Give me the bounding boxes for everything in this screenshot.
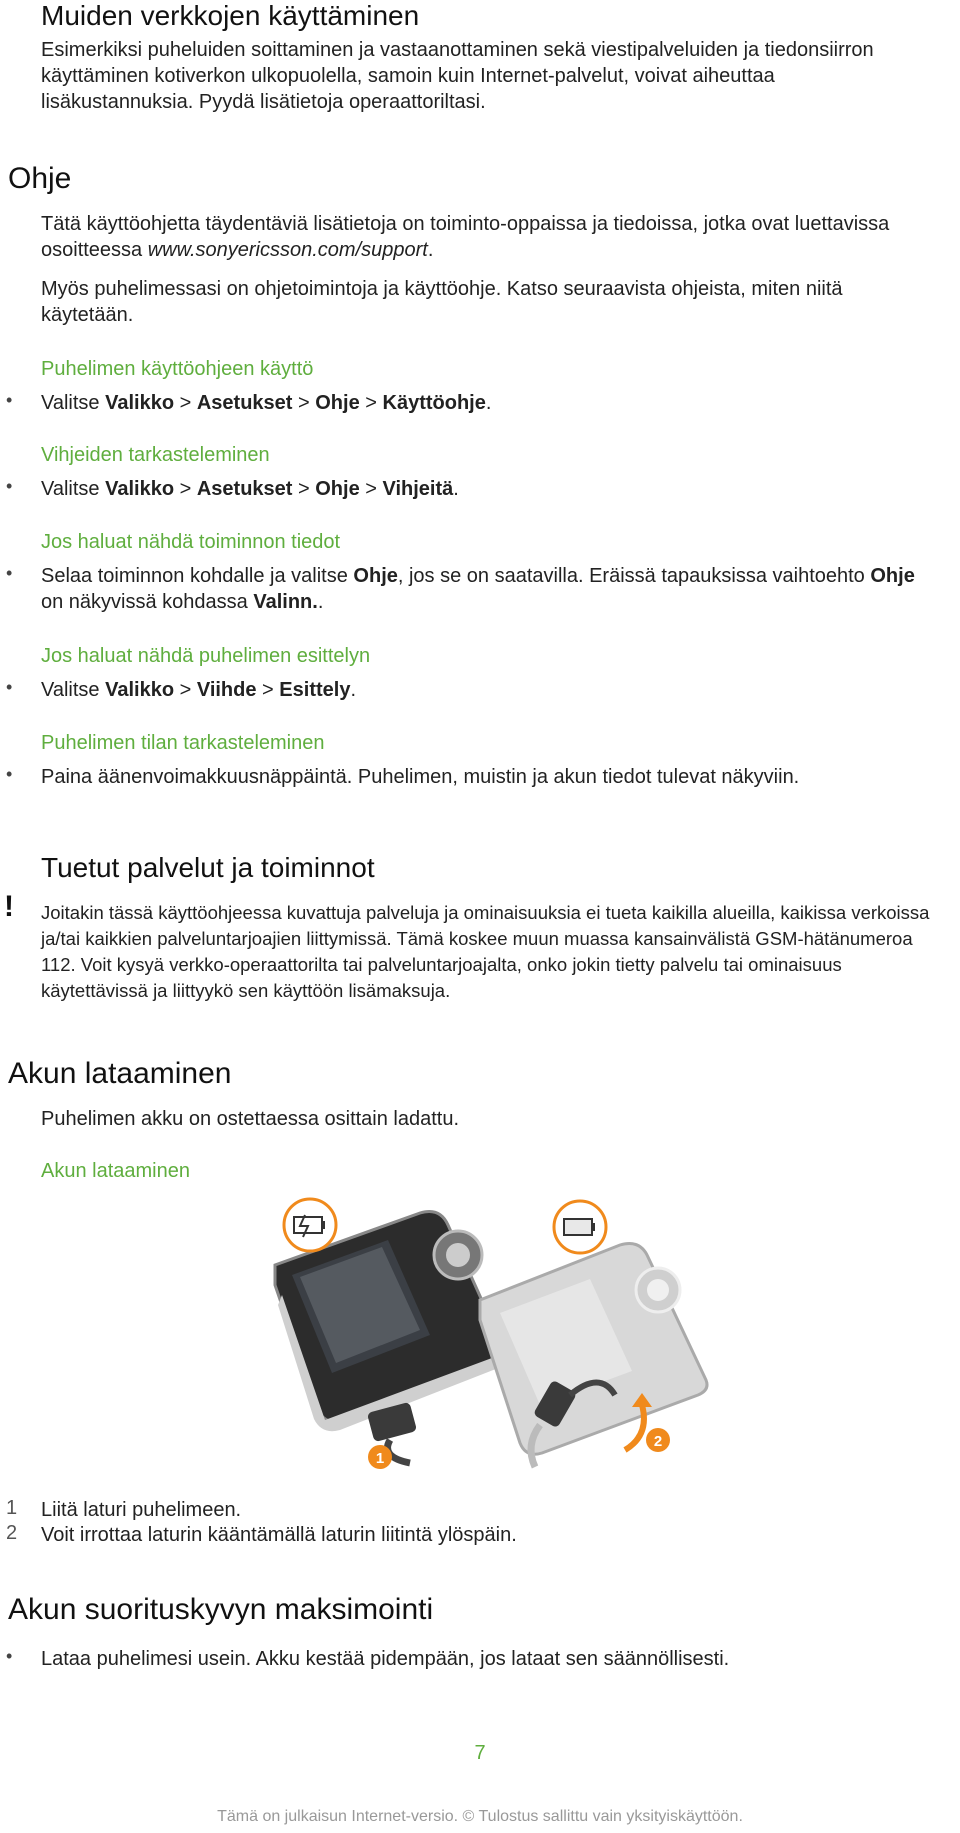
bullet-icon: • [6, 390, 13, 410]
step-text: Voit irrottaa laturin kääntämällä laturin liitintä ylöspäin. [41, 1524, 517, 1546]
block-instruction: Paina äänenvoimakkuusnäppäintä. Puhelimen, muistin ja akun tiedot tulevat näkyviin. [41, 766, 800, 788]
bullet-icon: • [6, 764, 13, 784]
help-phone-info: Myös puhelimessasi on ohjetoimintoja ja käyttöohje. Katso seuraavista ohjeista, miten niitä käytetään. [41, 278, 843, 326]
help-intro [41, 211, 921, 263]
block-heading: Jos haluat nähdä toiminnon tiedot [41, 531, 341, 553]
step-number: 2 [6, 1522, 18, 1544]
charging-illustration [270, 1195, 730, 1470]
page-number: 7 [474, 1742, 486, 1764]
charging-subheading: Akun lataaminen [41, 1160, 190, 1182]
svg-text:2: 2 [653, 1433, 663, 1450]
help-intro-end: . [427, 239, 434, 261]
callout-2 [646, 1428, 670, 1452]
battery-charging-icon [284, 1199, 336, 1251]
phone-light-illustration [480, 1244, 707, 1455]
section-title-other-networks: Muiden verkkojen käyttäminen [41, 0, 420, 31]
section-title-services: Tuetut palvelut ja toiminnot [41, 852, 375, 883]
block-instruction: Valitse Valikko > Viihde > Esittely. [41, 679, 357, 701]
bullet-icon: • [6, 1646, 13, 1666]
block-instruction: Valitse Valikko > Asetukset > Ohje > Käyttöohje. [41, 392, 492, 414]
support-link[interactable]: www.sonyericsson.com/support [147, 239, 428, 261]
bullet-icon: • [6, 677, 13, 697]
other-networks-body: Esimerkiksi puheluiden soittaminen ja vastaanottaminen sekä viestipalveluiden ja tiedonsiirron käyttäminen kotiverkon ulkopuolella, samoin kuin Internet-palvelut, voivat aiheuttaa lisäkustannuksia. Pyydä lisätietoja operaattoriltasi. [41, 39, 874, 113]
section-title-charging: Akun lataaminen [8, 1057, 232, 1090]
services-body: Joitakin tässä käyttöohjeessa kuvattuja palveluja ja ominaisuuksia ei tueta kaikilla alueilla, kaikissa verkoissa ja/tai kaikkien palveluntarjoajien liittymissä. Tämä koskee muun muassa kansainvälistä GSM-hätänumeroa 112. Voit kysyä verkko-operaattorilta tai palveluntarjoajalta, onko jokin tietty palvelu tai ominaisuus käytettävissä ja liittyykö sen käyttöön lisämaksuja. [41, 902, 930, 1001]
block-heading: Puhelimen käyttöohjeen käyttö [41, 358, 314, 380]
section-title-help: Ohje [8, 162, 72, 195]
block-heading: Puhelimen tilan tarkasteleminen [41, 732, 325, 754]
block-heading: Jos haluat nähdä puhelimen esittelyn [41, 645, 371, 667]
battery-full-icon [554, 1201, 606, 1253]
warning-icon: ! [4, 890, 14, 923]
svg-text:1: 1 [375, 1450, 385, 1467]
charging-body: Puhelimen akku on ostettaessa osittain ladattu. [41, 1108, 460, 1130]
bullet-icon: • [6, 476, 13, 496]
step-text: Liitä laturi puhelimeen. [41, 1499, 242, 1521]
battery-tip: Lataa puhelimesi usein. Akku kestää pidempään, jos lataat sen säännöllisesti. [41, 1648, 730, 1670]
block-instruction: Selaa toiminnon kohdalle ja valitse Ohje, jos se on saatavilla. Eräissä tapauksissa vaihtoehto Ohje on näkyvissä kohdassa Valinn.. [41, 565, 915, 613]
block-heading: Vihjeiden tarkasteleminen [41, 444, 270, 466]
help-intro-text: Tätä käyttöohjetta täydentäviä lisätietoja on toiminto-oppaissa ja tiedoissa, jotka ovat luettavissa osoitteessa [41, 213, 890, 261]
callout-1 [368, 1445, 392, 1469]
block-instruction: Valitse Valikko > Asetukset > Ohje > Vihjeitä. [41, 478, 459, 500]
step-number: 1 [6, 1497, 18, 1519]
footer-note: Tämä on julkaisun Internet-versio. © Tulostus sallittu vain yksityiskäyttöön. [217, 1808, 743, 1825]
bullet-icon: • [6, 563, 13, 583]
section-title-battery: Akun suorituskyvyn maksimointi [8, 1593, 434, 1626]
